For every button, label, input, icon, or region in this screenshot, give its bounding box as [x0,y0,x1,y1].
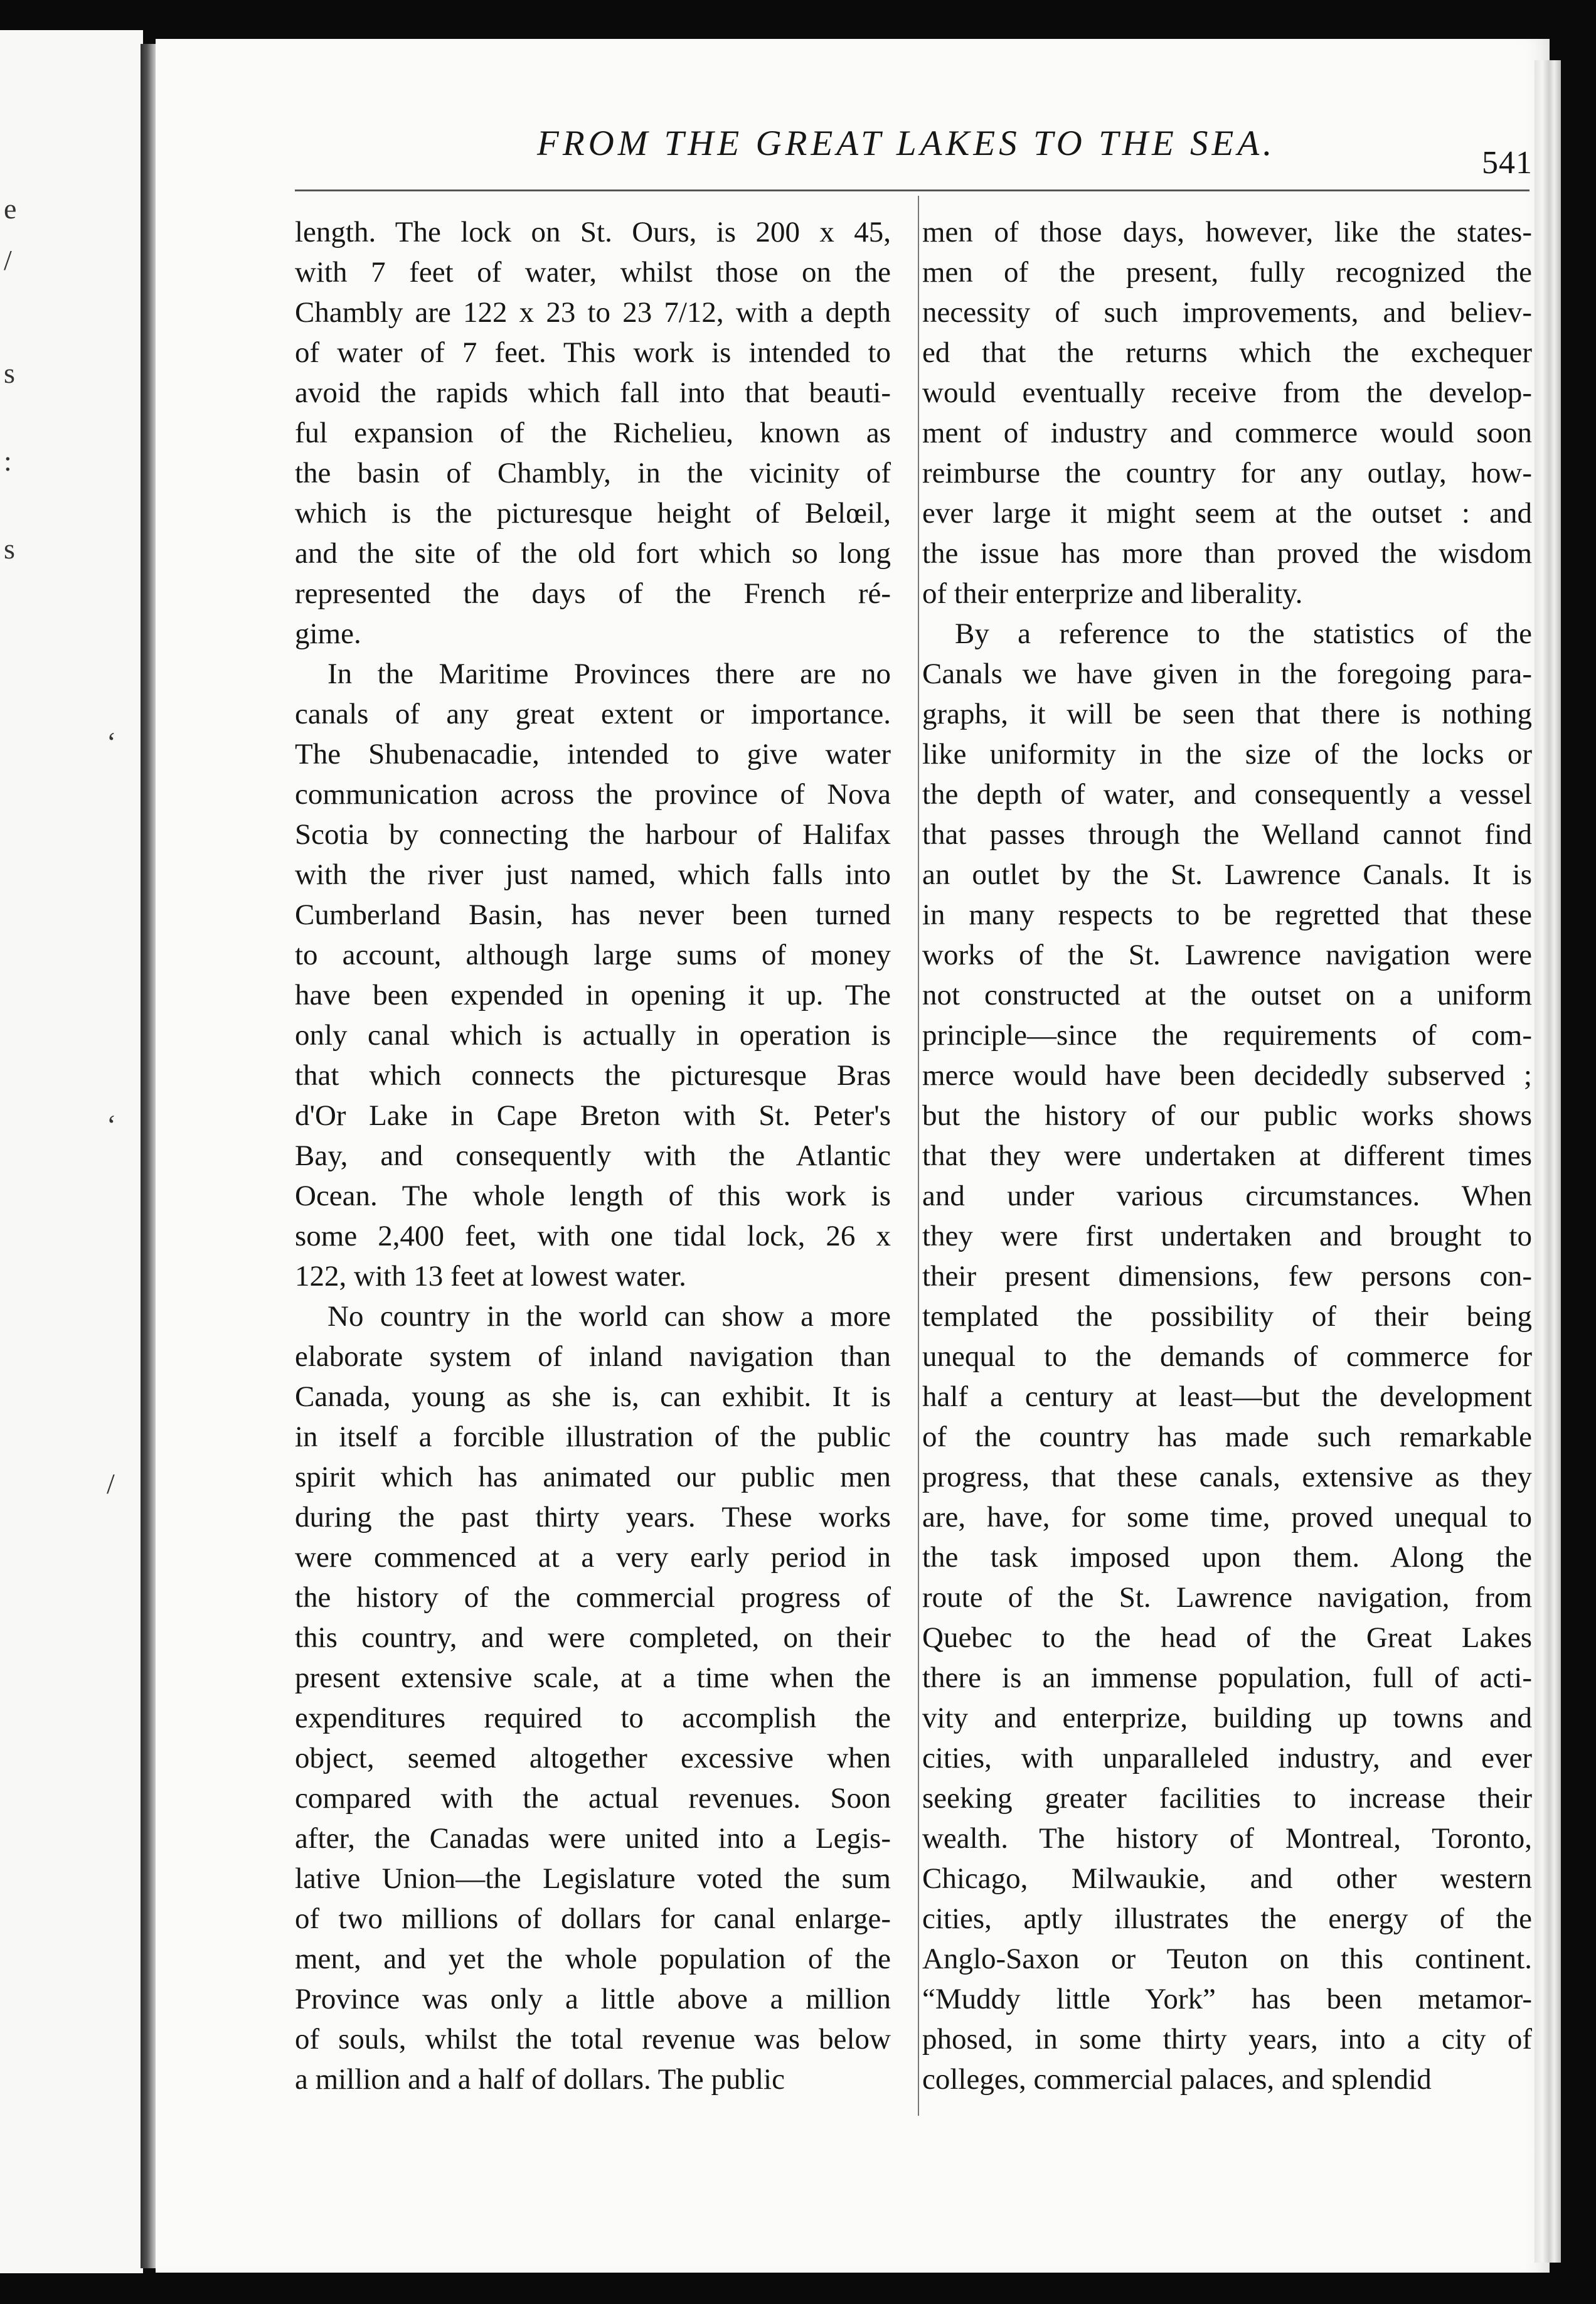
text-line: reimburse the country for any outlay, how- [922,457,1532,489]
text-line: Canals we have given in the foregoing para- [922,658,1532,690]
text-line: and the site of the old fort which so long [295,537,891,570]
margin-fragment: ‘ [107,726,117,758]
text-line: gime. [295,617,361,650]
text-line: men of the present, fully recognized the [922,256,1532,289]
text-line: that which connects the picturesque Bras [295,1059,891,1092]
running-title: FROM THE GREAT LAKES TO THE SEA. [537,124,1276,163]
text-line: object, seemed altogether excessive when [295,1742,891,1774]
text-line: not constructed at the outset on a uniform [922,979,1532,1011]
text-line: Bay, and consequently with the Atlantic [295,1139,891,1172]
text-line: Ocean. The whole length of this work is [295,1180,891,1212]
text-line: communication across the province of Nova [295,778,891,811]
text-line: cities, aptly illustrates the energy of the [922,1902,1532,1935]
text-line: colleges, commercial palaces, and splendid [922,2063,1432,2096]
text-line: only canal which is actually in operation is [295,1019,891,1052]
column-divider [918,196,919,2116]
text-line: principle—since the requirements of com- [922,1019,1532,1052]
text-line: like uniformity in the size of the locks or [922,738,1532,771]
page-fore-edge [1535,60,1561,2263]
text-line: Anglo-Saxon or Teuton on this continent. [922,1943,1532,1975]
text-line: “Muddy little York” has been metamor- [922,1983,1532,2015]
text-line: of the country has made such remarkable [922,1421,1532,1453]
text-line: ful expansion of the Richelieu, known as [295,417,891,449]
left-text-column [295,212,891,2099]
margin-fragment: / [4,244,12,276]
page-number: 541 [1482,145,1533,181]
text-line: the issue has more than proved the wisdom [922,537,1532,570]
text-line: after, the Canadas were united into a Legis- [295,1822,891,1855]
text-line: length. The lock on St. Ours, is 200 x 45, [295,216,891,248]
text-line: an outlet by the St. Lawrence Canals. It is [922,858,1532,891]
text-line: 122, with 13 feet at lowest water. [295,1260,686,1293]
text-line: graphs, it will be seen that there is nothing [922,698,1532,730]
book-spine [141,44,157,2268]
text-line: In the Maritime Provinces there are no [327,658,891,690]
text-line: some 2,400 feet, with one tidal lock, 26 x [295,1220,891,1252]
text-line: progress, that these canals, extensive as they [922,1461,1532,1493]
text-line: of water of 7 feet. This work is intended to [295,336,891,369]
text-line: spirit which has animated our public men [295,1461,891,1493]
previous-page-edge [0,30,143,2273]
text-line: this country, and were completed, on their [295,1621,891,1654]
text-line: a million and a half of dollars. The public [295,2063,785,2096]
text-line: route of the St. Lawrence navigation, from [922,1581,1532,1614]
text-line: their present dimensions, few persons con- [922,1260,1532,1293]
text-line: of souls, whilst the total revenue was below [295,2023,891,2056]
margin-fragment: s [4,357,15,389]
margin-fragment: e [4,193,17,225]
text-line: compared with the actual revenues. Soon [295,1782,891,1815]
text-line: ment, and yet the whole population of the [295,1943,891,1975]
text-line: ment of industry and commerce would soon [922,417,1532,449]
text-line: men of those days, however, like the states- [922,216,1532,248]
text-line: the history of the commercial progress of [295,1581,891,1614]
text-line: Scotia by connecting the harbour of Halifax [295,818,891,851]
right-text-column [922,212,1532,2099]
text-line: templated the possibility of their being [922,1300,1532,1333]
text-line: the task imposed upon them. Along the [922,1541,1532,1574]
text-line: elaborate system of inland navigation than [295,1340,891,1373]
text-line: wealth. The history of Montreal, Toronto, [922,1822,1532,1855]
text-line: with the river just named, which falls into [295,858,891,891]
text-line: Chicago, Milwaukie, and other western [922,1862,1532,1895]
text-line: in itself a forcible illustration of the public [295,1421,891,1453]
text-line: in many respects to be regretted that these [922,899,1532,931]
text-line: and under various circumstances. When [922,1180,1532,1212]
text-line: Cumberland Basin, has never been turned [295,899,891,931]
text-line: present extensive scale, at a time when the [295,1661,891,1694]
text-line: represented the days of the French ré- [295,577,891,610]
text-line: are, have, for some time, proved unequal to [922,1501,1532,1533]
text-line: that they were undertaken at different times [922,1139,1532,1172]
text-line: were commenced at a very early period in [295,1541,891,1574]
text-line: merce would have been decidedly subserved ; [922,1059,1532,1092]
text-line: works of the St. Lawrence navigation were [922,939,1532,971]
text-line: The Shubenacadie, intended to give water [295,738,891,771]
text-line: phosed, in some thirty years, into a city of [922,2023,1532,2056]
text-line: cities, with unparalleled industry, and ever [922,1742,1532,1774]
text-line: to account, although large sums of money [295,939,891,971]
text-line: ed that the returns which the exchequer [922,336,1532,369]
text-line: the basin of Chambly, in the vicinity of [295,457,891,489]
text-line: would eventually receive from the develop- [922,376,1532,409]
text-line: Quebec to the head of the Great Lakes [922,1621,1532,1654]
text-line: ever large it might seem at the outset : and [922,497,1532,530]
text-line: there is an immense population, full of acti- [922,1661,1532,1694]
margin-fragment: ‘ [107,1109,117,1141]
margin-fragment: s [4,533,15,565]
text-line: By a reference to the statistics of the [955,617,1532,650]
text-line: Canada, young as she is, can exhibit. It is [295,1380,891,1413]
text-line: the depth of water, and consequently a vessel [922,778,1532,811]
margin-fragment: : [4,445,12,477]
text-line: that passes through the Welland cannot find [922,818,1532,851]
text-line: with 7 feet of water, whilst those on the [295,256,891,289]
text-line: they were first undertaken and brought to [922,1220,1532,1252]
text-line: Province was only a little above a million [295,1983,891,2015]
text-line: expenditures required to accomplish the [295,1702,891,1734]
text-line: Chambly are 122 x 23 to 23 7/12, with a depth [295,296,891,329]
text-line: necessity of such improvements, and believ- [922,296,1532,329]
text-line: avoid the rapids which fall into that beauti- [295,376,891,409]
text-line: of their enterprize and liberality. [922,577,1303,610]
text-line: have been expended in opening it up. The [295,979,891,1011]
margin-fragment: / [107,1468,115,1500]
text-line: unequal to the demands of commerce for [922,1340,1532,1373]
text-line: but the history of our public works shows [922,1099,1532,1132]
text-line: during the past thirty years. These works [295,1501,891,1533]
text-line: which is the picturesque height of Belœil, [295,497,891,530]
header-rule [295,189,1530,191]
text-line: vity and enterprize, building up towns and [922,1702,1532,1734]
text-line: of two millions of dollars for canal enlarge- [295,1902,891,1935]
text-line: half a century at least—but the development [922,1380,1532,1413]
text-line: canals of any great extent or importance. [295,698,891,730]
text-line: seeking greater facilities to increase their [922,1782,1532,1815]
text-line: d'Or Lake in Cape Breton with St. Peter's [295,1099,891,1132]
text-line: lative Union—the Legislature voted the sum [295,1862,891,1895]
text-line: No country in the world can show a more [327,1300,891,1333]
